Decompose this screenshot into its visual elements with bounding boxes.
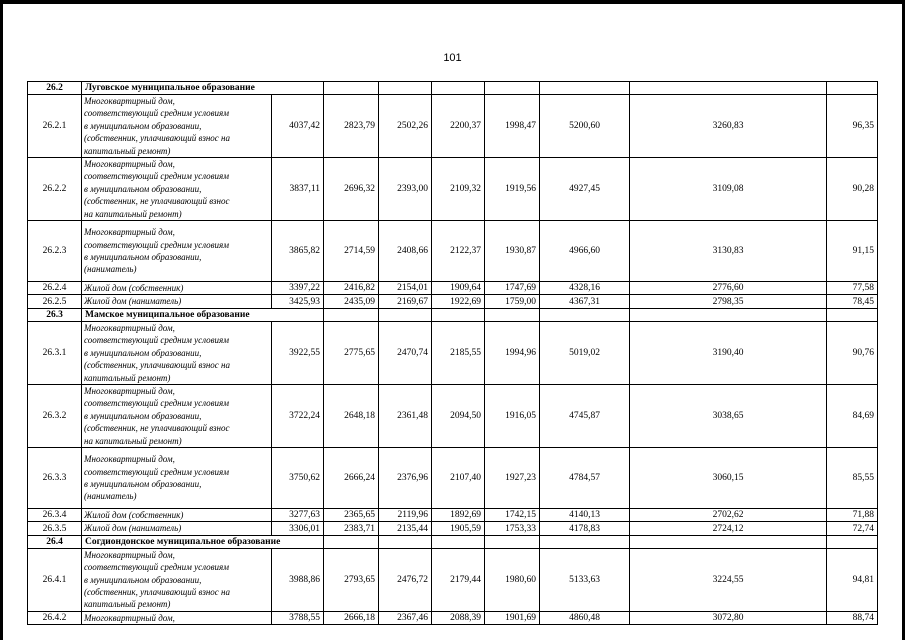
row-description (82, 384, 272, 447)
value-cell-5: 1998,47 (485, 95, 540, 158)
value-cell-6: 5019,02 (540, 321, 630, 384)
value-cell-4: 1892,69 (432, 508, 485, 521)
value-cell-6: 4328,16 (540, 282, 630, 295)
value-cell-6: 5133,63 (540, 548, 630, 611)
value-cell-1: 3306,01 (272, 522, 324, 535)
value-cell-7: 3038,65 (630, 384, 827, 447)
table-row (28, 508, 878, 521)
row-description (82, 221, 272, 282)
empty-cell (827, 82, 878, 95)
value-cell-6: 4784,57 (540, 447, 630, 508)
empty-cell (432, 535, 485, 548)
value-cell-6: 4927,45 (540, 158, 630, 221)
empty-cell (432, 308, 485, 321)
value-cell-7: 2798,35 (630, 295, 827, 308)
row-code: 26.2.1 (28, 95, 82, 158)
value-cell-2: 2793,65 (324, 548, 379, 611)
value-cell-3: 2408,66 (379, 221, 432, 282)
description-line: Многоквартирный дом, (84, 227, 175, 238)
empty-cell (485, 82, 540, 95)
row-code: 26.3.2 (28, 384, 82, 447)
value-cell-2: 2696,32 (324, 158, 379, 221)
row-description (82, 447, 272, 508)
description-line: Жилой дом (собственник) (84, 283, 184, 294)
row-description (82, 508, 272, 521)
empty-cell (630, 535, 827, 548)
empty-cell (324, 308, 379, 321)
table-row (28, 158, 878, 221)
value-cell-4: 2200,37 (432, 95, 485, 158)
value-cell-8: 90,28 (827, 158, 878, 221)
value-cell-7: 2724,12 (630, 522, 827, 535)
row-description (82, 321, 272, 384)
description-line: соответствующий средним условиям (84, 562, 229, 573)
value-cell-7: 3072,80 (630, 611, 827, 624)
value-cell-5: 1759,00 (485, 295, 540, 308)
section-code: 26.2 (28, 82, 82, 95)
description-line: соответствующий средним условиям (84, 171, 229, 182)
value-cell-6: 4745,87 (540, 384, 630, 447)
empty-cell (379, 308, 432, 321)
value-cell-6: 4367,31 (540, 295, 630, 308)
value-cell-4: 2122,37 (432, 221, 485, 282)
description-line: (наниматель) (84, 264, 137, 275)
value-cell-3: 2502,26 (379, 95, 432, 158)
value-cell-8: 91,15 (827, 221, 878, 282)
value-cell-5: 1980,60 (485, 548, 540, 611)
value-cell-2: 2435,09 (324, 295, 379, 308)
value-cell-7: 3060,15 (630, 447, 827, 508)
description-line: в муниципальном образовании, (84, 478, 202, 489)
value-cell-5: 1742,15 (485, 508, 540, 521)
value-cell-1: 3397,22 (272, 282, 324, 295)
value-cell-1: 3865,82 (272, 221, 324, 282)
section-row (28, 535, 878, 548)
value-cell-4: 2094,50 (432, 384, 485, 447)
value-cell-8: 96,35 (827, 95, 878, 158)
description-line: Многоквартирный дом, (84, 385, 175, 396)
row-description (82, 611, 272, 624)
description-line: соответствующий средним условиям (84, 239, 229, 250)
empty-cell (485, 535, 540, 548)
value-cell-8: 78,45 (827, 295, 878, 308)
section-row (28, 82, 878, 95)
value-cell-8: 85,55 (827, 447, 878, 508)
value-cell-4: 2107,40 (432, 447, 485, 508)
empty-cell (827, 308, 878, 321)
value-cell-6: 4140,13 (540, 508, 630, 521)
value-cell-3: 2476,72 (379, 548, 432, 611)
table-row (28, 548, 878, 611)
row-description (82, 548, 272, 611)
value-cell-5: 1916,05 (485, 384, 540, 447)
value-cell-1: 3425,93 (272, 295, 324, 308)
value-cell-1: 3988,86 (272, 548, 324, 611)
table-row (28, 95, 878, 158)
value-cell-5: 1919,56 (485, 158, 540, 221)
value-cell-2: 2416,82 (324, 282, 379, 295)
table-row (28, 221, 878, 282)
value-cell-2: 2648,18 (324, 384, 379, 447)
empty-cell (630, 308, 827, 321)
empty-cell (432, 82, 485, 95)
value-cell-2: 2666,18 (324, 611, 379, 624)
description-line: (наниматель) (84, 491, 137, 502)
description-line: Многоквартирный дом, (84, 96, 175, 106)
empty-cell (827, 535, 878, 548)
description-line: Жилой дом (наниматель) (84, 296, 182, 307)
value-cell-2: 2775,65 (324, 321, 379, 384)
description-line: в муниципальном образовании, (84, 120, 202, 131)
value-cell-3: 2367,46 (379, 611, 432, 624)
value-cell-6: 4966,60 (540, 221, 630, 282)
description-line: соответствующий средним условиям (84, 398, 229, 409)
value-cell-5: 1927,23 (485, 447, 540, 508)
empty-cell (630, 82, 827, 95)
value-cell-3: 2119,96 (379, 508, 432, 521)
table-row (28, 384, 878, 447)
description-line: капитальный ремонт) (84, 372, 171, 383)
page-number: 101 (443, 52, 462, 64)
description-line: соответствующий средним условиям (84, 466, 229, 477)
empty-cell (540, 308, 630, 321)
value-cell-4: 2109,32 (432, 158, 485, 221)
value-cell-1: 3837,11 (272, 158, 324, 221)
value-cell-8: 77,58 (827, 282, 878, 295)
value-cell-2: 2383,71 (324, 522, 379, 535)
empty-cell (540, 535, 630, 548)
empty-cell (379, 82, 432, 95)
empty-cell (379, 535, 432, 548)
table-row (28, 447, 878, 508)
description-line: Многоквартирный дом, (84, 549, 175, 560)
description-line: Жилой дом (собственник) (84, 509, 184, 520)
description-line: (собственник, не уплачивающий взнос (84, 196, 230, 207)
description-line: капитальный ремонт) (84, 145, 171, 156)
value-cell-1: 4037,42 (272, 95, 324, 158)
section-code: 26.4 (28, 535, 82, 548)
description-line: соответствующий средним условиям (84, 108, 229, 119)
description-line: в муниципальном образовании, (84, 183, 202, 194)
table-row (28, 295, 878, 308)
value-cell-3: 2376,96 (379, 447, 432, 508)
table-row (28, 282, 878, 295)
value-cell-6: 4860,48 (540, 611, 630, 624)
section-name: Луговское муниципальное образование (82, 82, 324, 95)
value-cell-1: 3750,62 (272, 447, 324, 508)
row-code: 26.4.2 (28, 611, 82, 624)
value-cell-2: 2714,59 (324, 221, 379, 282)
value-cell-8: 84,69 (827, 384, 878, 447)
value-cell-3: 2169,67 (379, 295, 432, 308)
value-cell-3: 2154,01 (379, 282, 432, 295)
page-border-left (0, 0, 3, 640)
description-line: (собственник, уплачивающий взнос на (84, 133, 231, 144)
value-cell-5: 1747,69 (485, 282, 540, 295)
row-code: 26.2.5 (28, 295, 82, 308)
empty-cell (324, 82, 379, 95)
description-line: Жилой дом (наниматель) (84, 523, 182, 534)
value-cell-7: 3109,08 (630, 158, 827, 221)
description-line: (собственник, не уплачивающий взнос (84, 423, 230, 434)
row-code: 26.2.2 (28, 158, 82, 221)
empty-cell (324, 535, 379, 548)
value-cell-5: 1901,69 (485, 611, 540, 624)
value-cell-1: 3788,55 (272, 611, 324, 624)
empty-cell (485, 308, 540, 321)
value-cell-8: 88,74 (827, 611, 878, 624)
description-line: в муниципальном образовании, (84, 347, 202, 358)
section-name: Согдиондонское муниципальное образование (82, 535, 324, 548)
row-description (82, 522, 272, 535)
value-cell-7: 3224,55 (630, 548, 827, 611)
row-description (82, 95, 272, 158)
section-row (28, 308, 878, 321)
value-cell-2: 2823,79 (324, 95, 379, 158)
description-line: Многоквартирный дом, (84, 159, 175, 170)
value-cell-7: 3260,83 (630, 95, 827, 158)
description-line: капитальный ремонт) (84, 599, 171, 610)
description-line: Многоквартирный дом, (84, 322, 175, 333)
value-cell-6: 4178,83 (540, 522, 630, 535)
value-cell-7: 3190,40 (630, 321, 827, 384)
value-cell-4: 1922,69 (432, 295, 485, 308)
value-cell-4: 2088,39 (432, 611, 485, 624)
value-cell-8: 71,88 (827, 508, 878, 521)
row-description (82, 295, 272, 308)
value-cell-1: 3722,24 (272, 384, 324, 447)
value-cell-1: 3277,63 (272, 508, 324, 521)
description-line: на капитальный ремонт) (84, 208, 182, 219)
section-name: Мамское муниципальное образование (82, 308, 324, 321)
value-cell-3: 2393,00 (379, 158, 432, 221)
row-code: 26.3.1 (28, 321, 82, 384)
description-line: на капитальный ремонт) (84, 435, 182, 446)
value-cell-7: 3130,83 (630, 221, 827, 282)
page-border-top (0, 0, 905, 4)
value-cell-3: 2135,44 (379, 522, 432, 535)
row-code: 26.3.3 (28, 447, 82, 508)
description-line: Многоквартирный дом, (84, 612, 175, 623)
value-cell-4: 1905,59 (432, 522, 485, 535)
value-cell-3: 2470,74 (379, 321, 432, 384)
value-cell-8: 90,76 (827, 321, 878, 384)
description-line: (собственник, уплачивающий взнос на (84, 360, 231, 371)
tariff-table (27, 81, 878, 625)
value-cell-7: 2776,60 (630, 282, 827, 295)
row-code: 26.4.1 (28, 548, 82, 611)
table-row (28, 611, 878, 624)
value-cell-7: 2702,62 (630, 508, 827, 521)
row-code: 26.3.5 (28, 522, 82, 535)
empty-cell (540, 82, 630, 95)
row-code: 26.2.3 (28, 221, 82, 282)
value-cell-6: 5200,60 (540, 95, 630, 158)
value-cell-2: 2365,65 (324, 508, 379, 521)
description-line: в муниципальном образовании, (84, 252, 202, 263)
table-row (28, 321, 878, 384)
row-description (82, 158, 272, 221)
value-cell-5: 1994,96 (485, 321, 540, 384)
table-row (28, 522, 878, 535)
value-cell-3: 2361,48 (379, 384, 432, 447)
section-code: 26.3 (28, 308, 82, 321)
value-cell-2: 2666,24 (324, 447, 379, 508)
value-cell-4: 2185,55 (432, 321, 485, 384)
description-line: соответствующий средним условиям (84, 335, 229, 346)
value-cell-5: 1753,33 (485, 522, 540, 535)
value-cell-4: 1909,64 (432, 282, 485, 295)
table-body (28, 82, 878, 625)
value-cell-1: 3922,55 (272, 321, 324, 384)
value-cell-8: 94,81 (827, 548, 878, 611)
value-cell-5: 1930,87 (485, 221, 540, 282)
value-cell-4: 2179,44 (432, 548, 485, 611)
description-line: в муниципальном образовании, (84, 410, 202, 421)
description-line: Многоквартирный дом, (84, 454, 175, 465)
row-description (82, 282, 272, 295)
description-line: (собственник, уплачивающий взнос на (84, 586, 231, 597)
description-line: в муниципальном образовании, (84, 574, 202, 585)
row-code: 26.2.4 (28, 282, 82, 295)
value-cell-8: 72,74 (827, 522, 878, 535)
row-code: 26.3.4 (28, 508, 82, 521)
